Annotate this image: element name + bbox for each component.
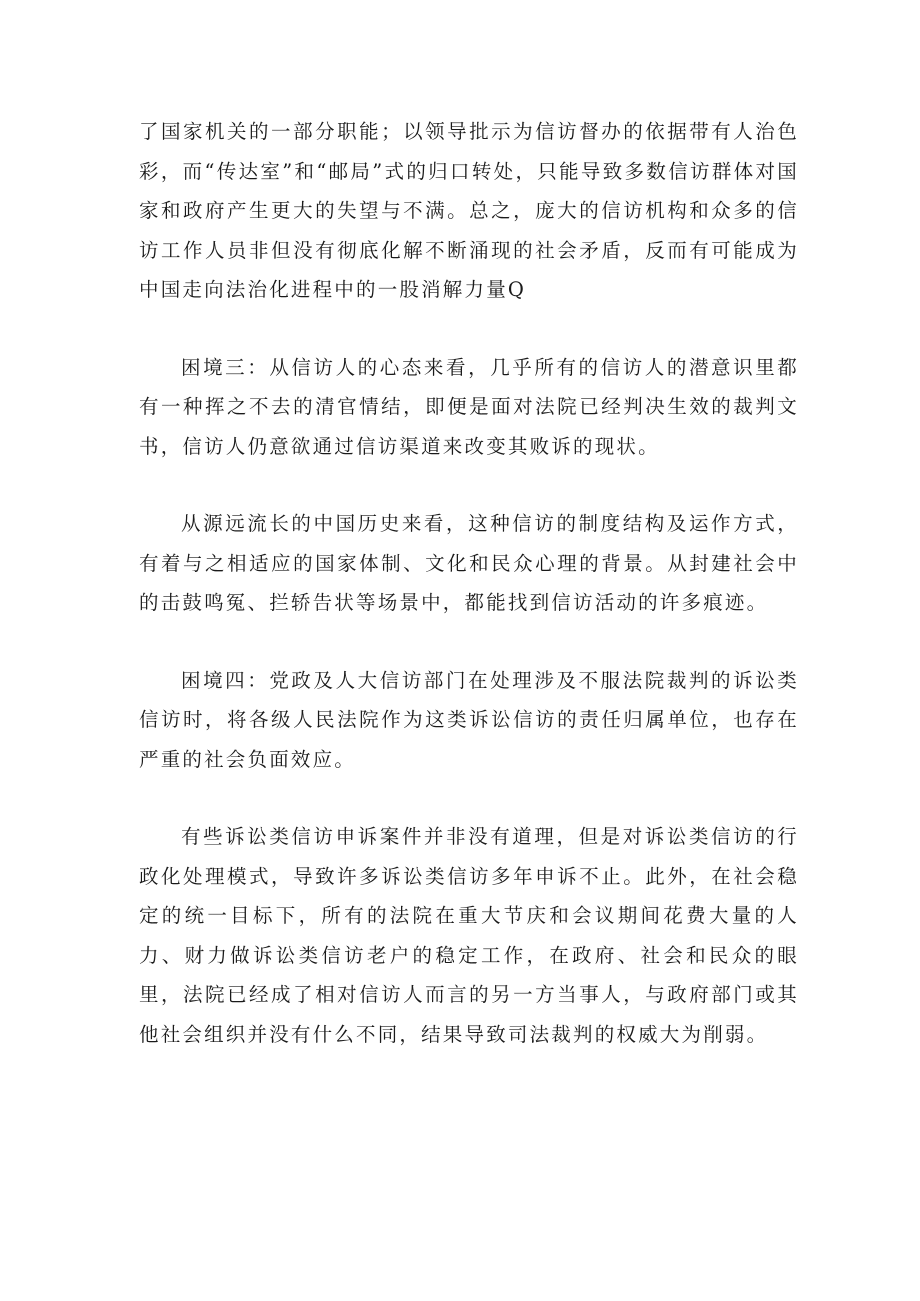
paragraph-consequence: 有些诉讼类信访申诉案件并非没有道理，但是对诉讼类信访的行政化处理模式，导致许多诉讼类信访多年申诉不止。此外，在社会稳定的统一目标下，所有的法院在重大节庆和会议期间花费大量的人力、财力做诉讼类信访老户的稳定工作，在政府、社会和民众的眼里，法院已经成了相对信访人而言的另一方当事人，与政府部门或其他社会组织并没有什么不同，结果导致司法裁判的权威大为削弱。 (139, 825, 799, 1046)
paragraph-dilemma-four: 困境四：党政及人大信访部门在处理涉及不服法院裁判的诉讼类信访时，将各级人民法院作为这类诉讼信访的责任归属单位，也存在严重的社会负面效应。 (139, 668, 799, 771)
document-body (139, 112, 799, 1092)
paragraph-continuation: 了国家机关的一部分职能；以领导批示为信访督办的依据带有人治色彩，而“传达室”和“邮局”式的归口转处，只能导致多数信访群体对国家和政府产生更大的失望与不满。总之，庞大的信访机构和众多的信访工作人员非但没有彻底化解不断涌现的社会矛盾，反而有可能成为中国走向法治化进程中的一股消解力量Q (139, 120, 799, 301)
paragraph-dilemma-three: 困境三：从信访人的心态来看，几乎所有的信访人的潜意识里都有一种挥之不去的清官情结，即便是面对法院已经判决生效的裁判文书，信访人仍意欲通过信访渠道来改变其败诉的现状。 (139, 355, 799, 458)
paragraph-history: 从源远流长的中国历史来看，这种信访的制度结构及运作方式，有着与之相适应的国家体制、文化和民众心理的背景。从封建社会中的击鼓鸣冤、拦轿告状等场景中，都能找到信访活动的许多痕迹。 (139, 512, 799, 614)
